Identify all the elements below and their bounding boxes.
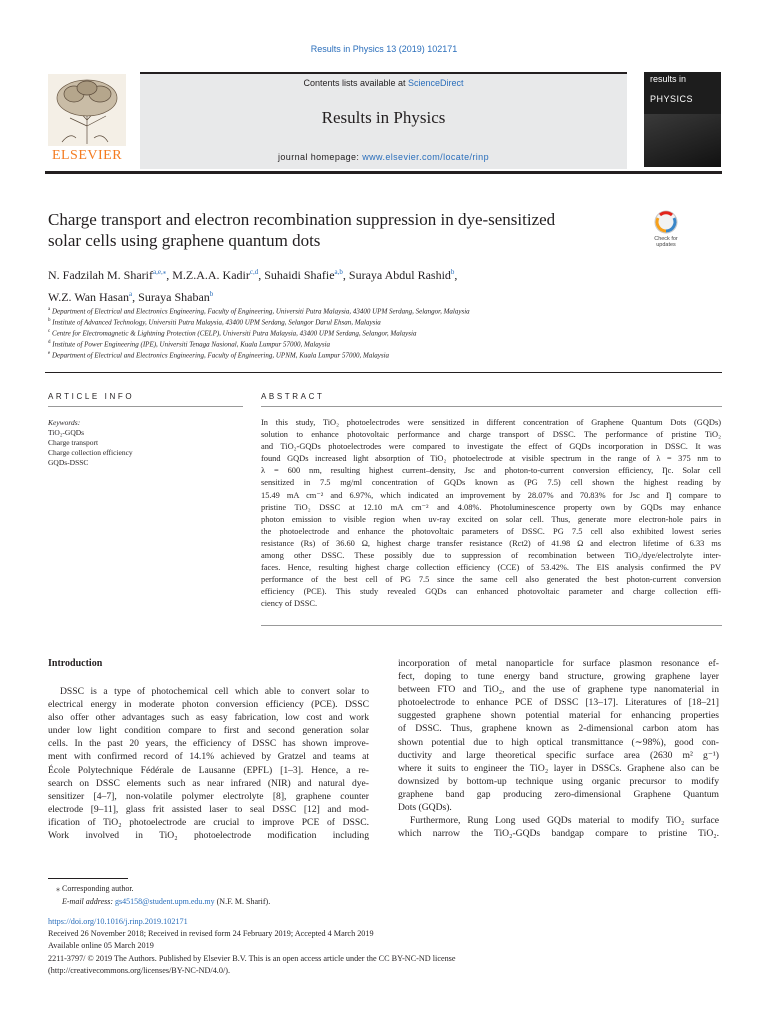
badge-line-1: Check for <box>654 236 678 242</box>
abstract-line: efficiency (PCE). This study revealed GQDs can enhanced photovoltaic parameter and charge collection effi- <box>261 587 721 597</box>
body-text-line: downsized by bottom-up technique using organic precursor to modify <box>398 775 719 787</box>
received-dates: Received 26 November 2018; Received in revised form 24 February 2019; Accepted 4 March 2019 <box>48 929 374 938</box>
license-line-2: (http://creativecommons.org/licenses/BY-NC-ND/4.0/). <box>48 966 230 975</box>
body-text-line: Dots (GQDs). <box>398 802 452 814</box>
body-text-line: between FTO and TiO₂, and the use of graphene type nanomaterial in <box>398 684 719 696</box>
author-name[interactable]: Suhaidi Shafie <box>264 268 335 282</box>
author-affiliation-marker[interactable]: a,e,⁎ <box>152 268 167 276</box>
author-separator: , <box>342 268 349 282</box>
body-text-line: ment with confirmed record of 14.1% achieved by Gratzel and teams at <box>48 751 369 763</box>
body-text-line: photoelectrode to enhance PCE of DSSC [13–17]. Literatures of [18–21] <box>398 697 719 709</box>
author-name[interactable]: M.Z.A.A. Kadir <box>172 268 250 282</box>
paper-title <box>48 209 638 251</box>
author-separator: , <box>258 268 265 282</box>
doi-link[interactable]: https://doi.org/10.1016/j.rinp.2019.102171 <box>48 917 188 926</box>
abstract-line: In this study, TiO₂ photoelectrodes were sensitized in different concentration of Graphene Quantum Dots (GQDs) <box>261 418 721 427</box>
body-text-line: electrical energy in moderate photon conversion efficiency (PCE). DSSC <box>48 699 369 711</box>
journal-cover-thumbnail <box>644 72 721 167</box>
abstract-line: photon emission to visible region when uv-ray excited on solar cell. Thus, generate more electron-hole pairs in <box>261 514 721 524</box>
body-text-line: fect, doping to tune energy band structure, growing graphene layer <box>398 671 719 683</box>
author-name[interactable]: N. Fadzilah M. Sharif <box>48 268 153 282</box>
title-line-2: solar cells using graphene quantum dots <box>48 231 321 250</box>
contents-prefix: Contents lists available at <box>303 78 409 88</box>
body-text-line: sensitizer [4–7], non-volatile polymer electrolyte [8], graphene counter <box>48 790 369 802</box>
body-text-line: under low light condition compare to first and second generation solar <box>48 725 369 737</box>
affiliation-item <box>48 316 698 327</box>
article-info-heading: ARTICLE INFO <box>48 392 135 401</box>
homepage-prefix: journal homepage: <box>277 152 363 162</box>
author-separator: , <box>166 268 173 282</box>
body-text-line: search on DSSC elements such as near infrared (NIR) and natural dye- <box>48 777 369 789</box>
body-text-line: École Polytechnique Fédérale de Lausanne (EPFL) [1–3]. Hence, a re- <box>48 764 369 776</box>
body-text-line: electrode [9–11], glass frit assisted laser to seal DSSC [12] and mod- <box>48 803 369 815</box>
email-note <box>62 897 270 906</box>
abstract-line: among other DSSC. These possibly due to suppression of recombination between TiO₂/dye/electrolyte inter- <box>261 551 721 561</box>
abstract-line: found GQDs increased light absorption of TiO₂ photoelectrode at visible spectrum in the range of λ = 375 nm to <box>261 454 721 464</box>
keyword-item: Charge transport <box>48 438 99 447</box>
abstract-line: performance of the best cell of PG 7.5 since the same cell also generated the best photon-current conversion <box>261 575 721 585</box>
affiliation-text: Institute of Power Engineering (IPE), Universiti Tenaga Nasional, Kuala Lumpur 57000, Malaysia <box>50 340 331 349</box>
keyword-item: TiO₂-GQDs <box>48 428 85 437</box>
abstract-line: sensitized in 7.5 mg/ml concentration of GQDs known as (PG 7.5) cell shown the highest reading by <box>261 478 721 488</box>
author-name[interactable]: W.Z. Wan Hasan <box>48 290 130 304</box>
abstract-line: 15.49 mA cm⁻² and 6.97%, which indicated an improvement by 28.07% and 70.83% for Jsc and Ƞ compare to <box>261 490 721 500</box>
body-text-line: suggested graphene shown potential material for enhancing properties <box>398 710 719 722</box>
author-name[interactable]: Suraya Shaban <box>138 290 210 304</box>
cover-line1: results in <box>650 74 687 84</box>
publisher-wordmark: ELSEVIER <box>51 148 123 163</box>
keyword-item: Charge collection efficiency <box>48 448 133 457</box>
sciencedirect-link[interactable]: ScienceDirect <box>408 78 464 88</box>
affiliation-text: Centre for Electromagnetic & Lightning Protection (CELP), Universiti Putra Malaysia, 43400 UPM Serdang, Selangor, Malaysia <box>50 329 417 338</box>
cover-artwork <box>644 114 721 167</box>
body-text-line: shown potential due to high optical transmittance (∼98%), good con- <box>398 736 719 748</box>
author-list <box>48 263 698 307</box>
left-column-text <box>48 685 369 842</box>
body-text-line: ductivity and large theoretical specific surface area (2630 m² g⁻¹) <box>398 749 719 761</box>
author-affiliation-marker[interactable]: a <box>129 290 133 298</box>
author-separator: , <box>454 268 458 282</box>
abstract-line: faces. Hence, resulting highest charge collection efficiency (CCE) of 53.42%. The EIS analysis confirmed the PV <box>261 563 721 573</box>
journal-reference[interactable]: Results in Physics 13 (2019) 102171 <box>310 44 458 54</box>
body-text-line: of DSSC. Thus, graphene known as 2-dimensional carbon atom has <box>398 723 719 735</box>
corresponding-author-note: ⁎ Corresponding author. <box>56 884 134 893</box>
footnote-rule <box>48 878 128 879</box>
author-name[interactable]: Suraya Abdul Rashid <box>348 268 451 282</box>
author-affiliation-marker[interactable]: a,b <box>334 268 343 276</box>
body-text-line: Work involved in TiO₂ photoelectrode modification including <box>48 830 369 842</box>
affiliation-marker: b <box>48 318 51 323</box>
authors-line-2 <box>48 285 698 307</box>
body-text-line: where it suits to engineer the TiO₂ layer in DSSCs. Graphene also can be <box>398 762 719 774</box>
affiliation-item <box>48 327 698 338</box>
abstract-heading: ABSTRACT <box>261 392 325 401</box>
affiliation-text: Department of Electrical and Electronics Engineering, Faculty of Engineering, Universiti Putra Malaysia, 43400 UPM Serdang, Selangor, Malaysia <box>50 307 470 316</box>
body-text-line: which narrow the TiO₂-GQDs bandgap compare to pristine TiO₂. <box>398 828 719 840</box>
author-affiliation-marker[interactable]: c,d <box>249 268 259 276</box>
affiliation-marker: c <box>48 329 51 334</box>
abstract-rule <box>261 406 722 407</box>
abstract-line: and TiO₂-GQDs photoelectrodes were compared to investigate the effect of GQDs incorporation in DSSC. It was <box>261 442 721 452</box>
cover-line2: PHYSICS <box>650 94 694 104</box>
affiliation-item <box>48 349 698 360</box>
abstract-line: solution to enhance photovoltaic performance and charge transport of DSSC. The performance of pristine TiO₂ <box>261 430 721 440</box>
body-text-line: graphene band gap producing zero-dimensional Graphene Quantum <box>398 788 719 800</box>
title-line-1: Charge transport and electron recombination suppression in dye-sensitized <box>48 210 556 229</box>
body-text-line: DSSC is a type of photochemical cell which able to convert solar to <box>60 686 369 697</box>
author-affiliation-marker[interactable]: b <box>209 290 214 298</box>
author-affiliation-marker[interactable]: b <box>450 268 455 276</box>
body-text-line: cells. In the past 20 years, the efficiency of DSSC has shown improve- <box>48 738 369 750</box>
check-for-updates-badge[interactable] <box>646 210 686 252</box>
abstract-line: the photoelectrode and enhance the photovoltaic parameters of DSSC. PG 7.5 cell also exhibited lowest series <box>261 526 721 536</box>
check-updates-icon <box>646 210 686 236</box>
keyword-item: GQDs-DSSC <box>48 458 89 467</box>
body-text-line: ification of TiO₂ photoelectrode are crucial to improve PCE of DSSC. <box>48 816 369 828</box>
journal-homepage <box>140 152 627 162</box>
abstract-line: ciency of DSSC. <box>261 599 318 609</box>
affiliation-text: Department of Electrical and Electronics Engineering, Faculty of Engineering, UPNM, Kuala Lumpur 57000, Malaysia <box>50 351 390 360</box>
abstract-body <box>261 417 721 611</box>
homepage-link[interactable]: www.elsevier.com/locate/rinp <box>362 152 489 162</box>
keywords-heading: Keywords: <box>48 418 81 427</box>
contents-line <box>140 78 627 88</box>
abstract-line: resistance (Rs) of 36.60 Ω, highest charge transfer resistance (Rct2) of 41.98 Ω and electron lifetime of 6.33 ms <box>261 538 721 548</box>
body-text-line: Furthermore, Rung Long used GQDs material to modify TiO₂ surface <box>410 815 719 827</box>
email-suffix: (N.F. M. Sharif). <box>214 897 271 906</box>
abstract-line: λ = 600 nm, resulting highest current–density, Jsc and photon-to-current conversion efficiency, Ƞc. Solar cell <box>261 466 721 476</box>
available-online: Available online 05 March 2019 <box>48 941 154 950</box>
info-top-rule <box>45 372 722 373</box>
header-rule <box>45 171 722 174</box>
journal-title: Results in Physics <box>321 108 446 127</box>
affiliation-text: Institute of Advanced Technology, Universiti Putra Malaysia, 43400 UPM Serdang, Selangor Darul Ehsan, Malaysia <box>50 318 381 327</box>
email-link[interactable]: gs45158@student.upm.edu.my <box>115 897 215 906</box>
abstract-line: pristine TiO₂ DSSC at 12.10 mA cm⁻² and 4.08%. Photoluminescence property own by GQDs may enhance <box>261 502 721 512</box>
affiliation-marker: a <box>48 307 51 312</box>
email-label: E-mail address: <box>62 897 116 906</box>
article-info-rule <box>48 406 243 407</box>
right-column-text <box>398 657 719 840</box>
badge-line-2: updates <box>656 242 676 248</box>
affiliation-marker: e <box>48 351 51 356</box>
body-text-line: also offer other advantages such as easy fabrication, low cost and work <box>48 712 369 724</box>
author-separator: , <box>132 290 139 304</box>
body-text-line: incorporation of metal nanoparticle for surface plasmon resonance ef- <box>398 658 719 669</box>
affiliation-marker: d <box>48 340 51 345</box>
introduction-heading: Introduction <box>48 658 103 669</box>
affiliation-item <box>48 305 698 316</box>
affiliation-item <box>48 338 698 349</box>
authors-line-1 <box>48 263 698 285</box>
abstract-bottom-rule <box>261 625 722 626</box>
license-line-1: 2211-3797/ © 2019 The Authors. Published by Elsevier B.V. This is an open access article under the CC BY-NC-ND license <box>48 954 456 963</box>
